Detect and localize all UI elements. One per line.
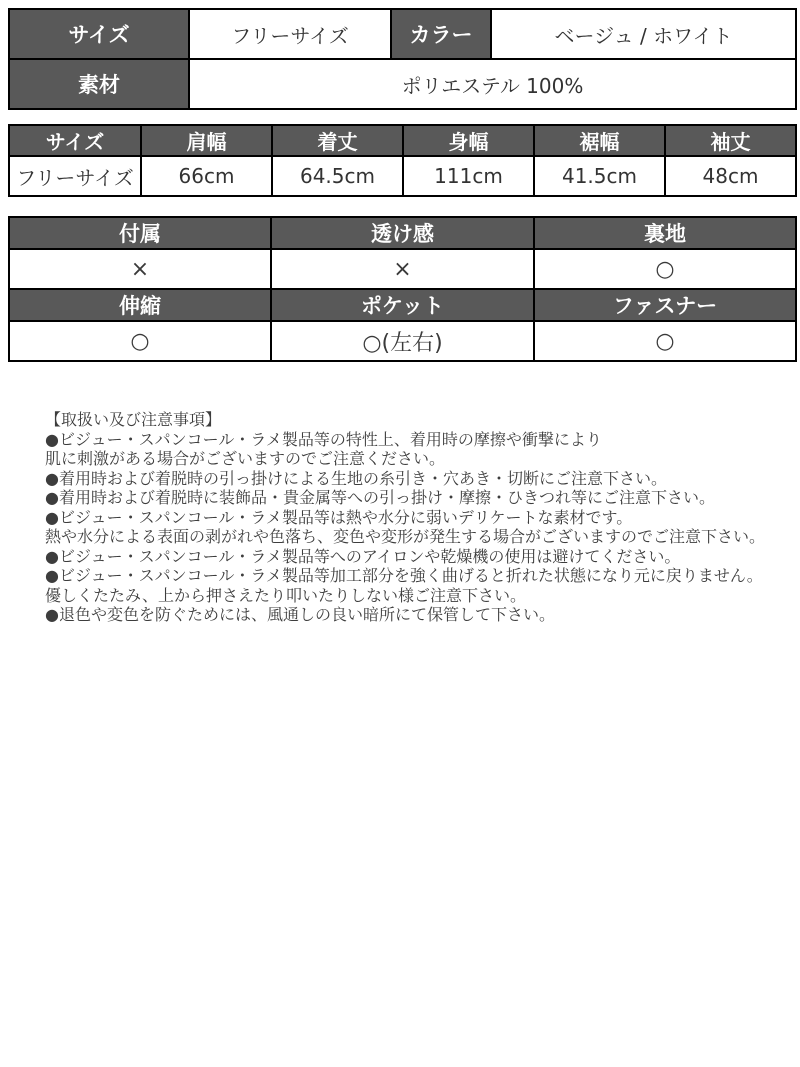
measurement-header-body-width: 身幅: [403, 125, 534, 156]
care-note-line: ●着用時および着脱時の引っ掛けによる生地の糸引き・穴あき・切断にご注意下さい。: [45, 468, 667, 488]
measurement-value-row: [9, 156, 796, 196]
spec-row-material: [9, 59, 796, 109]
spec-table: [8, 8, 797, 110]
measurement-header-sleeve: 袖丈: [665, 125, 796, 156]
feature-header-accessories: 付属: [9, 217, 271, 249]
care-note-line: ●ビジュー・スパンコール・ラメ製品等は熱や水分に弱いデリケートな素材です。: [45, 507, 633, 527]
care-note-line: ●ビジュー・スパンコール・ラメ製品等へのアイロンや乾燥機の使用は避けてください。: [45, 546, 681, 566]
material-value-cell: ポリエステル 100%: [189, 59, 796, 109]
feature-header-stretch: 伸縮: [9, 289, 271, 321]
care-note-line: ●ビジュー・スパンコール・ラメ製品等加工部分を強く曲げると折れた状態になり元に戻りません。: [45, 566, 763, 585]
measurement-header-shoulder: 肩幅: [141, 125, 272, 156]
feature-header-pocket: ポケット: [271, 289, 534, 321]
care-note-line: ●着用時および着脱時に装飾品・貴金属等への引っ掛け・摩擦・ひきつれ等にご注意下さい。: [45, 488, 715, 507]
feature-sheerness-value: ×: [271, 249, 534, 289]
care-note-line: ●退色や変色を防ぐためには、風通しの良い暗所にて保管して下さい。: [45, 605, 555, 624]
measurement-table: [8, 124, 797, 197]
measurement-header-length: 着丈: [272, 125, 403, 156]
feature-header-row-1: [9, 217, 796, 249]
spec-row-size-color: [9, 9, 796, 59]
care-note-line: ●ビジュー・スパンコール・ラメ製品等の特性上、着用時の摩擦や衝撃により: [45, 429, 602, 449]
feature-stretch-value: ○: [9, 321, 271, 361]
feature-accessories-value: ×: [9, 249, 271, 289]
measurement-hem-width-value: 41.5cm: [534, 156, 665, 196]
feature-lining-value: ○: [534, 249, 796, 289]
color-label-cell: カラー: [391, 9, 491, 59]
feature-header-zipper: ファスナー: [534, 289, 796, 321]
feature-header-row-2: [9, 289, 796, 321]
measurement-size-label: フリーサイズ: [9, 156, 141, 196]
feature-value-row-2: [9, 321, 796, 361]
measurement-length-value: 64.5cm: [272, 156, 403, 196]
care-note-line: 肌に刺激がある場合がございますのでご注意ください。: [45, 449, 446, 468]
feature-header-sheerness: 透け感: [271, 217, 534, 249]
care-note-line: 優しくたたみ、上から押さえたり叩いたりしない様ご注意下さい。: [45, 585, 526, 605]
measurement-shoulder-value: 66cm: [141, 156, 272, 196]
care-note-line: 熱や水分による表面の剥がれや色落ち、変色や変形が発生する場合がございますのでご注意下さい。: [45, 527, 766, 546]
feature-value-row-1: [9, 249, 796, 289]
size-label-cell: サイズ: [9, 9, 189, 59]
material-label-cell: 素材: [9, 59, 189, 109]
measurement-header-row: [9, 125, 796, 156]
measurement-sleeve-value: 48cm: [665, 156, 796, 196]
feature-zipper-value: ○: [534, 321, 796, 361]
size-value-cell: フリーサイズ: [189, 9, 391, 59]
measurement-body-width-value: 111cm: [403, 156, 534, 196]
measurement-header-hem-width: 裾幅: [534, 125, 665, 156]
measurement-header-size: サイズ: [9, 125, 141, 156]
feature-table: [8, 216, 797, 362]
feature-header-lining: 裏地: [534, 217, 796, 249]
feature-pocket-value: ○(左右): [271, 321, 534, 361]
care-notes: [45, 410, 800, 625]
care-notes-title: 【取扱い及び注意事項】: [45, 410, 222, 429]
color-value-cell: ベージュ / ホワイト: [491, 9, 796, 59]
